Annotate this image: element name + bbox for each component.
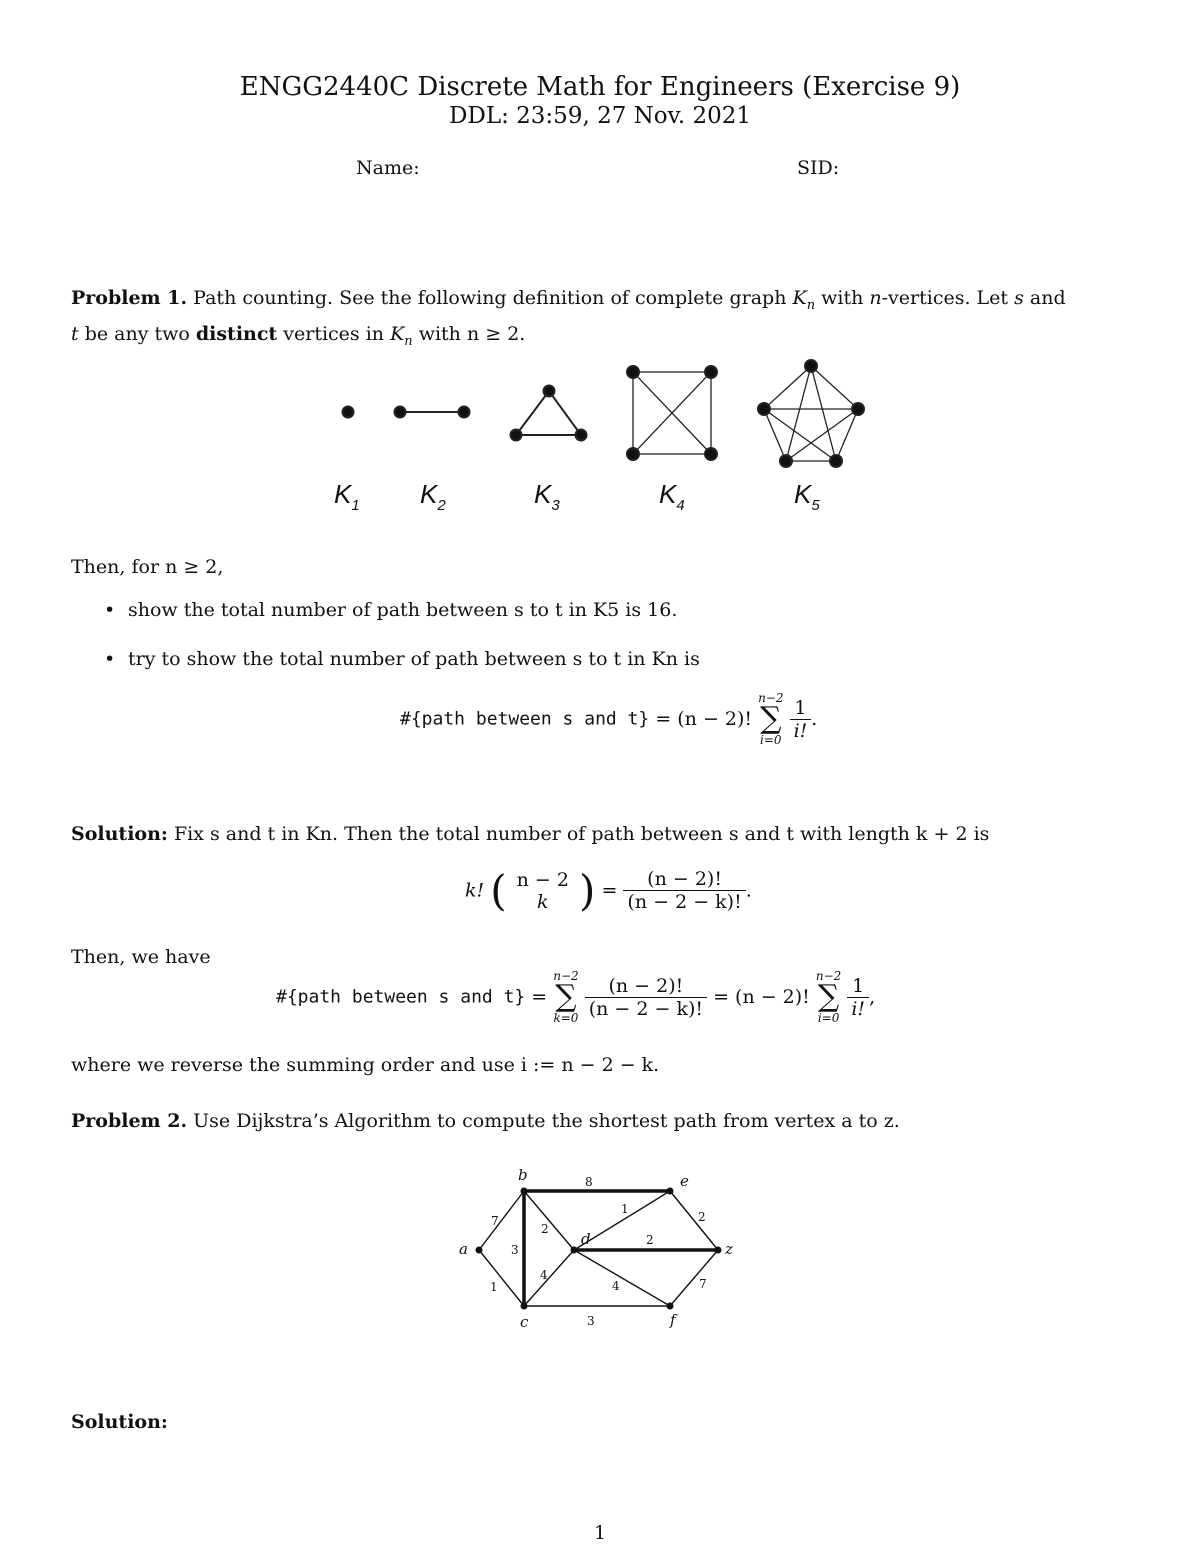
kn-symbol: $K_n$ <box>390 322 413 349</box>
problem1-text: n ≥ 2. <box>466 322 526 345</box>
sum-upper: n−2 <box>758 691 784 705</box>
sum-lower: i=0 <box>760 733 782 747</box>
bullet-kn-count: • try to show the total number of path between s to t in Kn is <box>128 648 700 670</box>
vertex-z: z <box>725 1240 733 1258</box>
problem1-text: vertices in <box>283 322 385 345</box>
svg-text:8: 8 <box>585 1175 593 1189</box>
then-for-n: Then, for n ≥ 2, <box>71 556 224 578</box>
problem2-statement <box>71 1107 900 1135</box>
sum-lower: k=0 <box>553 1011 579 1025</box>
formula-lhs: #{path between s and t} <box>276 986 526 1008</box>
frac-num: 1 <box>790 697 812 720</box>
summation: n−2 ∑ i=0 <box>815 969 842 1025</box>
k5-label: $K_5$ <box>794 479 820 514</box>
formula-lhs: #{path between s and t} <box>400 708 650 730</box>
deadline: DDL: 23:59, 27 Nov. 2021 <box>448 103 752 129</box>
problem1-text: and <box>1029 287 1066 309</box>
sum-upper: n−2 <box>815 969 842 983</box>
svg-text:4: 4 <box>540 1268 548 1282</box>
frac-den: (n − 2 − k)! <box>588 997 704 1020</box>
problem1-label: Problem 1. <box>71 287 188 309</box>
solution1-intro <box>71 820 989 848</box>
problem1-text: Path counting. See the following definition of complete graph <box>193 287 787 309</box>
k1-label: $K_1$ <box>334 479 360 514</box>
binom-prefix: k! <box>465 879 485 902</box>
bullet-k5-count: • show the total number of path between s to t in K5 is 16. <box>128 599 677 621</box>
fraction <box>790 697 812 742</box>
svg-text:2: 2 <box>541 1222 549 1236</box>
frac-num: (n − 2)! <box>623 868 745 891</box>
svg-text:2: 2 <box>698 1210 706 1224</box>
svg-text:7: 7 <box>699 1277 707 1291</box>
problem1-text: -vertices. Let <box>881 287 1009 309</box>
sum-formula: #{path between s and t} = n−2 ∑ k=0 $\frac{(n - 2)!}{(n - 2 - k)!}$ = (n − 2)! n−2 ∑ i=0 $\frac{1}{i!}$ , <box>276 969 876 1025</box>
name-label: Name: <box>356 157 420 179</box>
vertex-f: f <box>670 1311 676 1329</box>
vertex-e: e <box>680 1172 689 1190</box>
distinct-word: distinct <box>195 322 278 345</box>
dijkstra-graph <box>450 1165 750 1335</box>
then-we-have: Then, we have <box>71 946 211 968</box>
svg-text:7: 7 <box>491 1214 499 1228</box>
problem1-text: be any two <box>84 322 190 345</box>
n-symbol: n <box>869 287 882 309</box>
fraction <box>585 975 707 1020</box>
frac-num: 1 <box>847 975 869 998</box>
formula-rhs: = (n − 2)! <box>655 708 753 730</box>
sum-lower: i=0 <box>817 1011 840 1025</box>
problem1-statement <box>71 284 1141 356</box>
problem2-text: Use Dijkstra’s Algorithm to compute the shortest path from vertex a to z. <box>193 1110 900 1132</box>
solution2-label: Solution: <box>71 1411 168 1433</box>
svg-text:3: 3 <box>587 1314 595 1328</box>
summation: n−2 ∑ k=0 <box>553 969 579 1025</box>
path-count-formula: #{path between s and t} = (n − 2)! n−2 ∑ i=0 $\frac{1}{i!}$ . <box>400 691 818 747</box>
sid-label: SID: <box>797 157 840 179</box>
problem1-text: with <box>821 287 864 309</box>
solution1-text: Fix s and t in Kn. Then the total number of path between s and t with length k + 2 is <box>173 823 990 845</box>
k3-label: $K_3$ <box>534 479 560 514</box>
binom-bottom: k <box>537 890 549 913</box>
complete-graphs-figure <box>320 355 880 525</box>
frac-num: (n − 2)! <box>585 975 707 998</box>
exercise-title: ENGG2440C Discrete Math for Engineers (Exercise 9) <box>239 72 961 102</box>
frac-den: i! <box>793 719 808 742</box>
frac-den: (n − 2 − k)! <box>627 891 742 913</box>
svg-text:4: 4 <box>612 1279 620 1293</box>
page-number: 1 <box>593 1522 607 1544</box>
formula-mid: = (n − 2)! <box>713 986 810 1008</box>
fraction <box>623 868 745 913</box>
frac-den: i! <box>851 997 866 1020</box>
vertex-a: a <box>459 1240 468 1258</box>
svg-text:1: 1 <box>490 1280 498 1294</box>
binom-top: n − 2 <box>516 868 569 891</box>
vertex-b: b <box>518 1166 528 1184</box>
s-symbol: s <box>1014 287 1024 309</box>
binomial-formula: k! ( n − 2 k ) = $\frac{(n - 2)!}{(n - 2 - k)!}$ . <box>465 866 752 915</box>
svg-text:1: 1 <box>621 1202 629 1216</box>
binomial <box>513 869 573 913</box>
svg-text:2: 2 <box>646 1233 654 1247</box>
k4-label: $K_4$ <box>659 479 685 514</box>
vertex-c: c <box>520 1313 529 1331</box>
k2-label: $K_2$ <box>420 479 446 514</box>
sum-upper: n−2 <box>553 969 579 983</box>
solution1-closing: where we reverse the summing order and use i := n − 2 − k. <box>71 1054 660 1076</box>
problem2-label: Problem 2. <box>71 1110 188 1132</box>
k1-vertex <box>343 407 354 418</box>
equals: = <box>601 879 618 902</box>
t-symbol: t <box>71 322 79 345</box>
summation: n−2 ∑ i=0 <box>758 691 784 747</box>
solution1-label: Solution: <box>71 823 168 845</box>
svg-text:3: 3 <box>511 1243 519 1257</box>
problem1-text: with <box>418 322 461 345</box>
fraction <box>847 975 869 1020</box>
kn-symbol: $K_n$ <box>792 287 816 313</box>
vertex-d: d <box>581 1230 591 1248</box>
